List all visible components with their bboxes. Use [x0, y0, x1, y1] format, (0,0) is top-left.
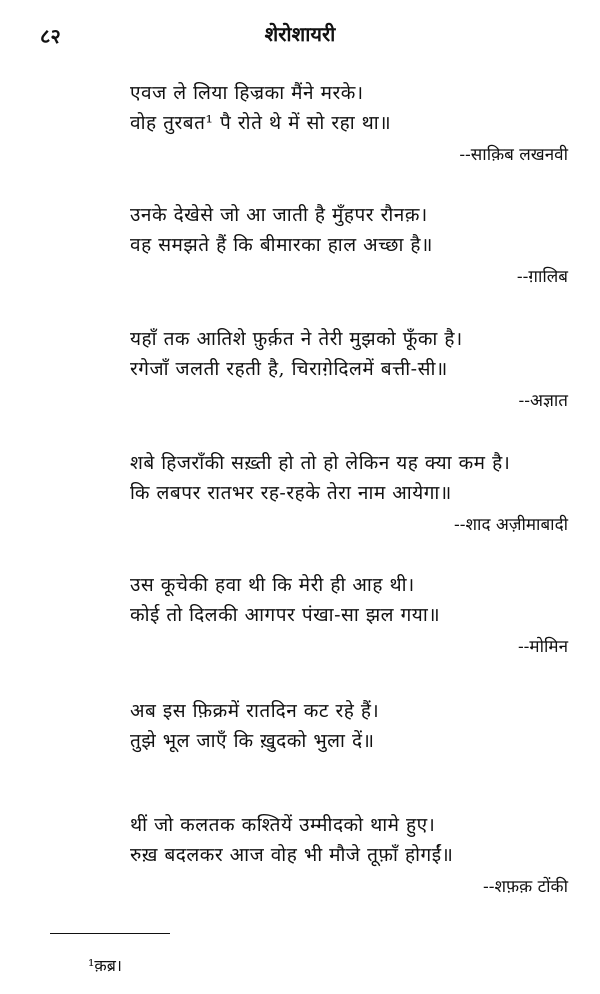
footnote-divider	[50, 933, 170, 934]
couplet-3	[130, 324, 570, 414]
poet-attribution: --मोमिन	[517, 637, 568, 657]
couplet-line: उस कूचेकी हवा थी कि मेरी ही आह थी।	[130, 574, 415, 596]
couplet-line: एवज ले लिया हिज्रका मैंने मरके।	[130, 82, 364, 104]
couplet-5	[130, 570, 570, 660]
couplet-line: थीं जो कलतक कश्तियें उम्मीदको थामे हुए।	[130, 814, 436, 836]
couplet-line: वह समझते हैं कि बीमारका हाल अच्छा है॥	[130, 234, 433, 256]
poet-attribution: --ग़ालिब	[516, 267, 568, 287]
couplet-line: रगेजाँ जलती रहती है, चिराग़ेदिलमें बत्ती-सी॥	[130, 358, 448, 380]
couplet-line: कोई तो दिलकी आगपर पंखा-सा झल गया॥	[130, 604, 441, 626]
couplet-7	[130, 810, 570, 900]
poet-attribution: --साक़िब लखनवी	[459, 145, 568, 165]
footnote: ¹क़ब्र।	[88, 956, 122, 975]
couplet-line: उनके देखेसे जो आ जाती है मुँहपर रौनक़।	[130, 204, 428, 226]
couplet-line: यहाँ तक आतिशे फ़ुर्क़त ने तेरी मुझको फूँका है।	[130, 328, 463, 350]
page-number: ८२	[40, 24, 61, 48]
couplet-2	[130, 200, 570, 290]
couplet-1	[130, 78, 570, 168]
poet-attribution: --शफ़क़ टोंकी	[482, 877, 568, 897]
couplet-6	[130, 696, 570, 756]
couplet-line: तुझे भूल जाएँ कि ख़ुदको भुला दें॥	[130, 730, 375, 752]
couplet-line: वोह तुरबत¹ पै रोते थे में सो रहा था॥	[130, 112, 392, 134]
running-title: शेरोशायरी	[264, 22, 336, 46]
couplet-4	[130, 448, 570, 538]
couplet-line: शबे हिजराँकी सख़्ती हो तो हो लेकिन यह क्या कम है।	[130, 452, 511, 474]
couplet-line: अब इस फ़िक्रमें रातदिन कट रहे हैं।	[130, 700, 380, 722]
couplet-line: कि लबपर रातभर रह-रहके तेरा नाम आयेगा॥	[130, 482, 452, 504]
couplet-line: रुख़ बदलकर आज वोह भी मौजे तूफ़ाँ होगईं॥	[130, 844, 454, 866]
poet-attribution: --शाद अज़ीमाबादी	[454, 515, 568, 535]
poet-attribution: --अज्ञात	[518, 391, 568, 411]
